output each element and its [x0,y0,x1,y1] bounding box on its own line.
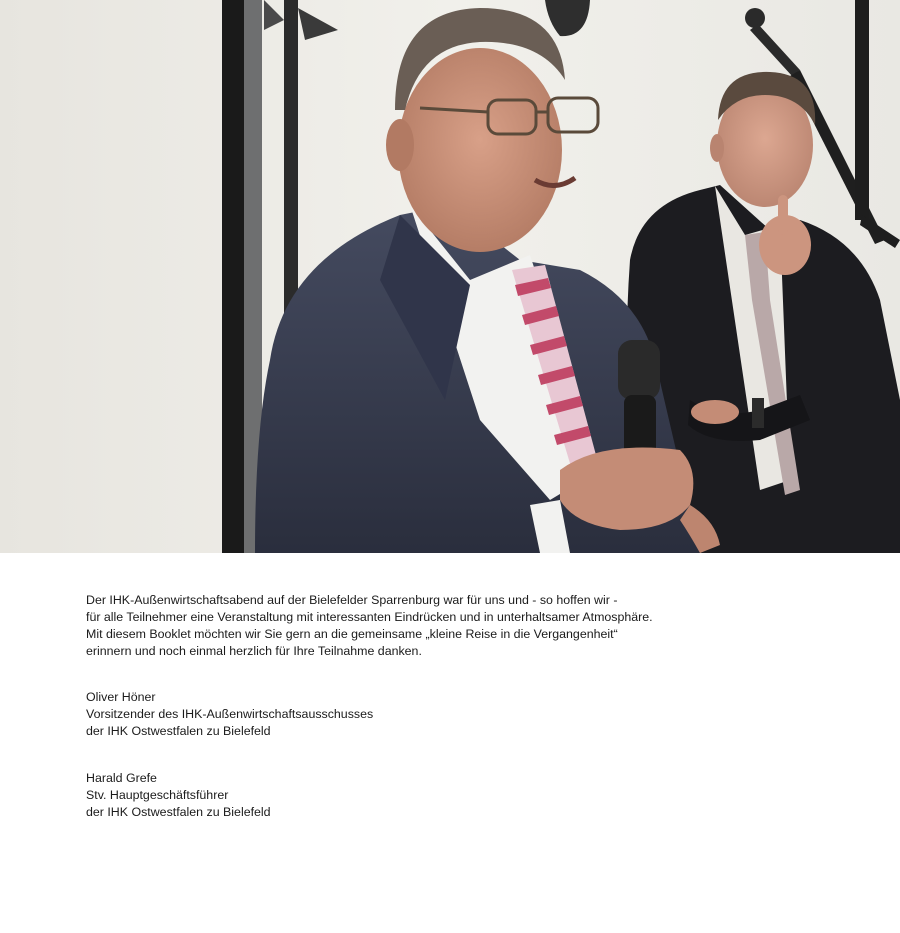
signatory-organization: der IHK Ostwestfalen zu Bielefeld [86,724,271,738]
signatory-name: Harald Grefe [86,771,157,785]
intro-paragraph [86,592,846,660]
signatory-organization: der IHK Ostwestfalen zu Bielefeld [86,805,271,819]
intro-line: Der IHK-Außenwirtschaftsabend auf der Bielefelder Sparrenburg war für uns und - so hoffen wir - [86,593,618,607]
signature-block-grefe [86,770,271,821]
dark-pole [222,0,244,553]
signatory-name: Oliver Höner [86,690,156,704]
intro-line: erinnern und noch einmal herzlich für Ihre Teilnahme danken. [86,644,422,658]
signatory-title: Stv. Hauptgeschäftsführer [86,788,229,802]
intro-line: Mit diesem Booklet möchten wir Sie gern an die gemeinsame „kleine Reise in die Vergangenheit“ [86,627,618,641]
signature-block-hoener [86,689,373,740]
signatory-title: Vorsitzender des IHK-Außenwirtschaftsausschusses [86,707,374,721]
intro-line: für alle Teilnehmer eine Veranstaltung mit interessanten Eindrücken und in unterhaltsamer Atmosphäre. [86,610,653,624]
